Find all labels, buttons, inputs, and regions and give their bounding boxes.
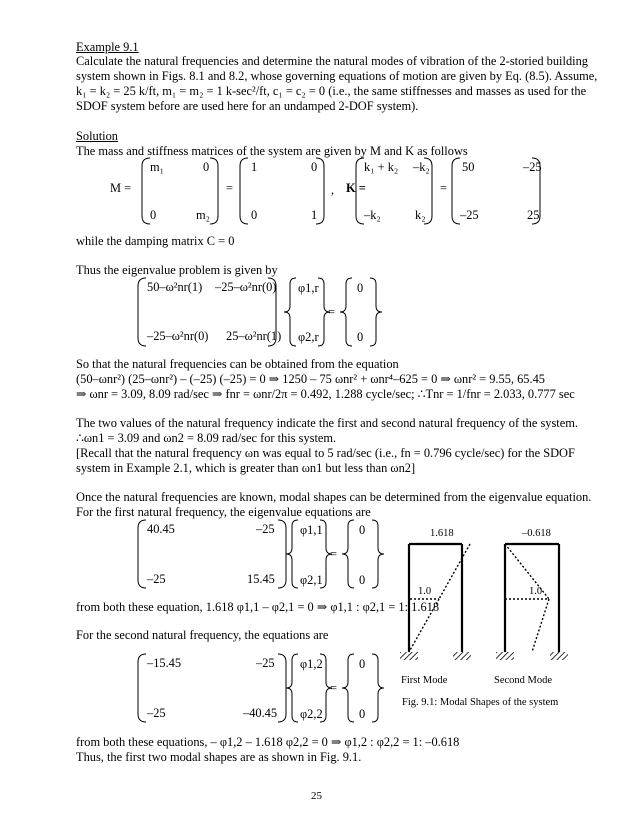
- mode-vector-cell: φ2,2: [300, 707, 323, 721]
- equals-sign: =: [328, 305, 335, 319]
- fixed-support: [550, 652, 568, 660]
- matrix-cell: k₁ + k₂: [364, 160, 399, 174]
- matrix-cell: 25–ω²nr(1): [226, 329, 282, 343]
- mode2-mid-label: 1.0: [529, 586, 543, 597]
- mode-vector-cell: φ1,r: [298, 281, 319, 295]
- second-mode-shape: [505, 544, 549, 652]
- first-mode-shape: [409, 544, 470, 652]
- fixed-support: [453, 652, 471, 660]
- right-brace: [320, 520, 332, 588]
- left-bracket: [138, 278, 146, 346]
- matrix-cell: k₂: [415, 208, 426, 222]
- matrix-cell: –k₂: [413, 160, 430, 174]
- matrix-cell: –15.45: [147, 656, 182, 670]
- body-text: For the first natural frequency, the eigenvalue equations are: [76, 505, 371, 519]
- matrix-cell: –k₂: [364, 208, 381, 222]
- matrix-cell: 0: [203, 160, 210, 174]
- example-text-line: system shown in Figs. 8.1 and 8.2, whose governing equations of motion are given by Eq. (8.5). Assume,: [76, 69, 598, 83]
- right-bracket: [424, 158, 432, 224]
- right-bracket: [268, 278, 276, 346]
- mode-vector-cell: φ2,r: [298, 330, 319, 344]
- first-mode-frame: [409, 544, 462, 652]
- first-mode-label: First Mode: [401, 675, 448, 686]
- right-brace: [372, 520, 384, 588]
- mass-matrix-label: M =: [110, 181, 132, 195]
- left-bracket: [138, 654, 146, 722]
- matrix-cell: –25: [147, 572, 166, 586]
- mode-vector-cell: φ1,2: [300, 657, 323, 671]
- zero-vector-cell: 0: [359, 573, 366, 587]
- left-brace: [342, 520, 354, 588]
- mode2-result: from both these equations, – φ1,2 – 1.618 φ2,2 = 0 ⇒ φ1,2 : φ2,2 = 1: –0.618: [76, 735, 460, 749]
- example-text-line: Calculate the natural frequencies and determine the natural modes of vibration of the 2-storied building: [76, 54, 588, 68]
- second-mode-label: Second Mode: [494, 675, 553, 686]
- right-brace: [318, 278, 330, 346]
- zero-vector-cell: 0: [359, 657, 366, 671]
- mode-vector-cell: φ1,1: [300, 523, 323, 537]
- freq-intro: So that the natural frequencies can be obtained from the equation: [76, 357, 399, 371]
- zero-vector-cell: 0: [359, 707, 366, 721]
- figure-caption: Fig. 9.1: Modal Shapes of the system: [402, 697, 559, 708]
- right-bracket: [532, 158, 540, 224]
- right-brace: [372, 654, 384, 722]
- page-number: 25: [311, 790, 322, 802]
- left-bracket: [138, 520, 146, 588]
- second-mode-frame: [505, 544, 559, 652]
- equals-sign: =: [330, 681, 337, 695]
- right-bracket: [316, 158, 324, 224]
- matrix-cell: 0: [311, 160, 318, 174]
- zero-vector-cell: 0: [357, 330, 364, 344]
- matrix-cell: 15.45: [247, 572, 275, 586]
- left-brace: [342, 654, 354, 722]
- right-brace: [320, 654, 332, 722]
- left-brace: [286, 654, 298, 722]
- matrix-cell: –25: [460, 208, 479, 222]
- freq-equation: ⇒ ωnr = 3.09, 8.09 rad/sec ⇒ fnr = ωnr/2π = 0.492, 1.288 cycle/sec; ∴Tnr = 1/fnr = 2.033, 0.777 sec: [76, 387, 575, 401]
- fixed-support: [496, 652, 514, 660]
- left-brace: [286, 520, 298, 588]
- example-text-line: k₁ = k₂ = 25 k/ft, m₁ = m₂ = 1 k-sec²/ft, c₁ = c₂ = 0 (i.e., the same stiffnesses and masses as used for the: [76, 84, 587, 98]
- left-brace: [340, 278, 352, 346]
- matrix-cell: –25: [256, 656, 275, 670]
- body-text: ∴ωn1 = 3.09 and ωn2 = 8.09 rad/sec for this system.: [76, 431, 337, 445]
- right-bracket: [278, 520, 286, 588]
- right-brace: [370, 278, 382, 346]
- example-text-line: SDOF system before are used here for an undamped 2-DOF system).: [76, 99, 419, 113]
- matrix-cell: –25: [523, 160, 542, 174]
- left-brace: [284, 278, 296, 346]
- matrix-cell: 0: [251, 208, 258, 222]
- equals-sign: =: [330, 547, 337, 561]
- equals-sign: =: [226, 181, 233, 195]
- matrix-cell: –40.45: [243, 706, 278, 720]
- matrix-cell: m₁: [150, 160, 164, 174]
- matrix-cell: 50: [462, 160, 475, 174]
- thus-text: Thus, the first two modal shapes are as shown in Fig. 9.1.: [76, 750, 362, 764]
- body-text: The two values of the natural frequency indicate the first and second natural frequency of the system.: [76, 416, 578, 430]
- equals-sign: =: [440, 181, 447, 195]
- second-intro: For the second natural frequency, the equations are: [76, 628, 329, 642]
- matrix-cell: 1: [251, 160, 258, 174]
- matrix-cell: –25–ω²nr(0): [147, 329, 209, 343]
- eigen-intro: Thus the eigenvalue problem is given by: [76, 263, 278, 277]
- zero-vector-cell: 0: [357, 281, 364, 295]
- right-bracket: [278, 654, 286, 722]
- left-bracket: [452, 158, 460, 224]
- mode1-result: from both these equation, 1.618 φ1,1 – φ2,1 = 0 ⇒ φ1,1 : φ2,1 = 1: 1.618: [76, 600, 440, 614]
- solution-heading: Solution: [76, 129, 118, 143]
- example-heading: Example 9.1: [76, 40, 139, 54]
- left-bracket: [142, 158, 150, 224]
- matrix-cell: –25: [147, 706, 166, 720]
- matrix-cell: m₂: [196, 208, 210, 222]
- mode-vector-cell: φ2,1: [300, 573, 323, 587]
- damping-text: while the damping matrix C = 0: [76, 234, 235, 248]
- matrix-cell: –25: [256, 522, 275, 536]
- matrix-cell: 1: [311, 208, 318, 222]
- left-bracket: [240, 158, 248, 224]
- body-text: [Recall that the natural frequency ωn was equal to 5 rad/sec (i.e., fn = 0.796 cycle/sec) for the SDOF: [76, 446, 575, 460]
- matrix-cell: 50–ω²nr(1): [147, 280, 203, 294]
- right-bracket: [210, 158, 218, 224]
- matrix-cell: 0: [150, 208, 157, 222]
- matrix-cell: 40.45: [147, 522, 175, 536]
- comma: ,: [331, 183, 335, 197]
- matrix-cell: 25: [527, 208, 540, 222]
- stiffness-matrix-label: K =: [346, 181, 366, 195]
- body-text: system in Example 2.1, which is greater than ωn1 but less than ωn2]: [76, 461, 416, 475]
- zero-vector-cell: 0: [359, 523, 366, 537]
- body-text: Once the natural frequencies are known, modal shapes can be determined from the eigenvalue equation.: [76, 490, 592, 504]
- solution-intro: The mass and stiffness matrices of the system are given by M and K as follows: [76, 144, 468, 158]
- mode2-top-label: –0.618: [522, 528, 551, 539]
- matrix-cell: –25–ω²nr(0): [215, 280, 277, 294]
- mode1-mid-label: 1.0: [418, 586, 432, 597]
- mode1-top-label: 1.618: [430, 528, 454, 539]
- fixed-support: [400, 652, 418, 660]
- left-bracket: [356, 158, 364, 224]
- freq-equation: (50–ωnr²) (25–ωnr²) – (–25) (–25) = 0 ⇒ 1250 – 75 ωnr² + ωnr⁴–625 = 0 ⇒ ωnr² = 9.55, 65.45: [76, 372, 545, 386]
